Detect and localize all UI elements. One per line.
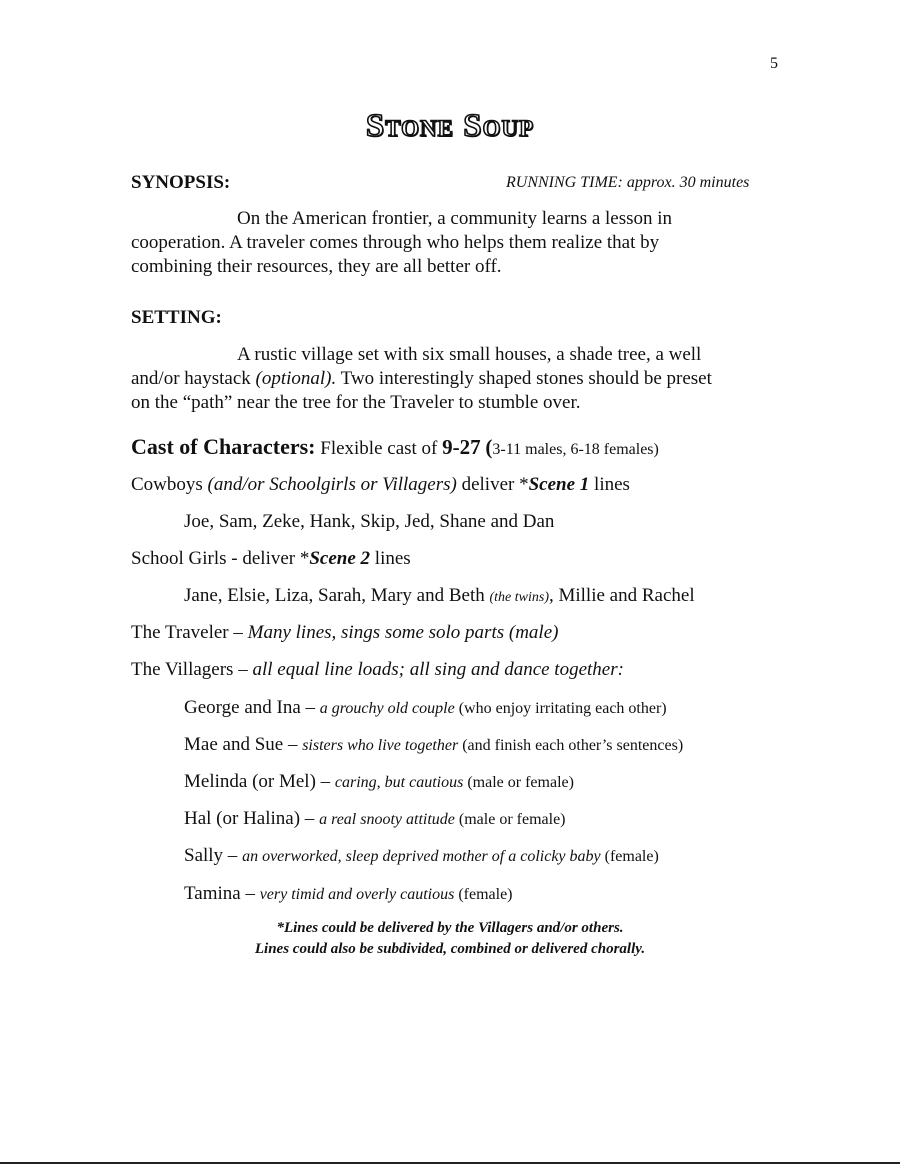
villager-desc: very timid and overly cautious xyxy=(259,886,455,903)
page-title: Stone Soup xyxy=(365,108,535,144)
setting-heading: SETTING: xyxy=(131,307,222,328)
villager-note: (and finish each other’s sentences) xyxy=(458,737,684,754)
role-cowboys-tail: lines xyxy=(589,474,630,495)
role-cowboys-name: Cowboys xyxy=(131,474,208,495)
villager-desc: sisters who live together xyxy=(302,737,459,754)
villager-desc: caring, but cautious xyxy=(334,774,464,791)
setting-line-1: A rustic village set with six small houses, a shade tree, a well xyxy=(237,344,702,365)
role-traveler-desc: Many lines, sings some solo parts (male) xyxy=(247,622,559,643)
villager-name: Mae and Sue – xyxy=(184,734,303,755)
villager-item xyxy=(184,883,513,905)
villager-note: (male or female) xyxy=(463,774,574,791)
setting-line-2 xyxy=(131,367,781,391)
villager-item xyxy=(184,771,574,793)
girl-names-twins: (the twins) xyxy=(489,590,549,605)
synopsis-line-2: cooperation. A traveler comes through who helps them realize that by xyxy=(131,232,660,253)
cast-heading-line xyxy=(131,434,659,460)
role-schoolgirls-name: School Girls - deliver * xyxy=(131,548,310,569)
villager-note: (female) xyxy=(600,848,659,865)
villager-item xyxy=(184,845,659,867)
setting-text xyxy=(131,343,781,415)
villager-name: George and Ina – xyxy=(184,697,320,718)
synopsis-line-3: combining their resources, they are all better off. xyxy=(131,256,502,277)
cast-breakdown: 3-11 males, 6-18 females) xyxy=(492,441,659,458)
setting-line-2a: and/or haystack xyxy=(131,368,256,389)
villager-item xyxy=(184,734,683,756)
villager-item xyxy=(184,697,667,719)
villager-name: Sally – xyxy=(184,845,243,866)
villager-item xyxy=(184,808,566,830)
setting-line-2c: Two interestingly shaped stones should be preset xyxy=(336,368,712,389)
villager-note: (who enjoy irritating each other) xyxy=(454,700,667,717)
role-cowboys xyxy=(131,474,630,496)
villager-name: Tamina – xyxy=(184,883,260,904)
synopsis-text xyxy=(131,207,781,279)
villager-name: Melinda (or Mel) – xyxy=(184,771,335,792)
role-villagers-desc: all equal line loads; all sing and dance together: xyxy=(252,659,624,680)
cast-heading: Cast of Characters: xyxy=(131,434,316,459)
cast-paren: ( xyxy=(485,435,493,459)
role-cowboys-deliver: deliver * xyxy=(456,474,529,495)
girl-names-b: , Millie and Rachel xyxy=(548,585,695,606)
role-traveler-name: The Traveler – xyxy=(131,622,248,643)
villager-desc: a real snooty attitude xyxy=(319,811,455,828)
role-cowboys-alt: (and/or Schoolgirls or Villagers) xyxy=(207,474,457,495)
footnote-line-2: Lines could also be subdivided, combined or delivered chorally. xyxy=(254,941,646,957)
cast-flex: Flexible cast of xyxy=(320,438,438,459)
role-villagers xyxy=(131,659,624,681)
setting-optional: (optional). xyxy=(255,368,337,389)
role-traveler xyxy=(131,622,558,644)
role-schoolgirls-tail: lines xyxy=(370,548,411,569)
footnote-line-1: *Lines could be delivered by the Villagers and/or others. xyxy=(276,920,624,936)
synopsis-heading: SYNOPSIS: xyxy=(131,172,231,193)
role-schoolgirls-scene: Scene 2 xyxy=(309,548,371,569)
schoolgirl-names xyxy=(184,585,695,607)
villager-note: (male or female) xyxy=(454,811,566,828)
villager-name: Hal (or Halina) – xyxy=(184,808,320,829)
girl-names-a: Jane, Elsie, Liza, Sarah, Mary and Beth xyxy=(184,585,490,606)
setting-line-3: on the “path” near the tree for the Traveler to stumble over. xyxy=(131,392,581,413)
role-villagers-name: The Villagers – xyxy=(131,659,253,680)
role-schoolgirls xyxy=(131,548,411,570)
villager-desc: a grouchy old couple xyxy=(319,700,455,717)
villager-desc: an overworked, sleep deprived mother of a colicky baby xyxy=(242,848,601,865)
cowboy-names: Joe, Sam, Zeke, Hank, Skip, Jed, Shane and Dan xyxy=(184,511,555,532)
role-cowboys-scene: Scene 1 xyxy=(528,474,590,495)
villager-note: (female) xyxy=(454,886,513,903)
running-time: RUNNING TIME: approx. 30 minutes xyxy=(506,174,750,191)
synopsis-line-1: On the American frontier, a community learns a lesson in xyxy=(237,208,673,229)
cast-count: 9-27 xyxy=(442,435,481,459)
page-number: 5 xyxy=(770,55,778,72)
